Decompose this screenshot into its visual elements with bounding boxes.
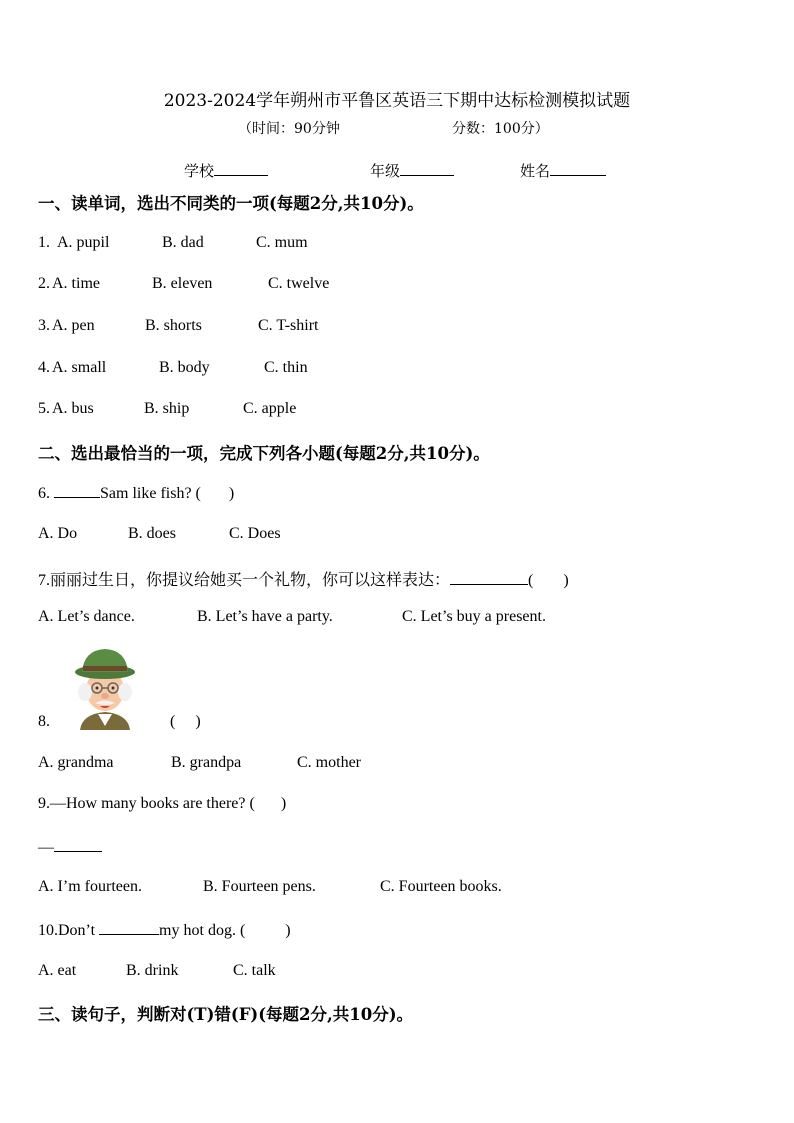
q7-close-paren: )	[563, 572, 569, 589]
question-7	[38, 567, 569, 590]
q9-option-b[interactable]: B. Fourteen pens.	[203, 878, 316, 895]
q6-blank[interactable]	[54, 483, 100, 498]
q2-number: 2.	[38, 275, 50, 292]
q9-text: 9.—How many books are there? (	[38, 795, 255, 812]
q5-option-a[interactable]: A. bus	[52, 400, 94, 417]
question-2	[38, 275, 738, 297]
q4-option-b[interactable]: B. body	[159, 359, 210, 376]
question-10	[38, 920, 291, 940]
q5-number: 5.	[38, 400, 50, 417]
q6-number: 6.	[38, 485, 50, 502]
section2-heading: 二、选出最恰当的一项，完成下列各小题(每题2分,共10分)。	[38, 444, 490, 463]
grade-blank[interactable]	[400, 161, 454, 176]
q8-open-paren: (	[170, 713, 176, 730]
question-9	[38, 795, 286, 813]
q10-option-b[interactable]: B. drink	[126, 962, 179, 979]
q10-option-a[interactable]: A. eat	[38, 962, 77, 979]
q4-number: 4.	[38, 359, 50, 376]
school-blank[interactable]	[214, 161, 268, 176]
q8-option-c[interactable]: C. mother	[297, 754, 361, 771]
q9-blank[interactable]	[54, 837, 102, 852]
q10-option-c[interactable]: C. talk	[233, 962, 276, 979]
q6-options	[38, 525, 738, 547]
q9-dash: —	[38, 839, 54, 856]
question-6	[38, 483, 234, 503]
q5-option-b[interactable]: B. ship	[144, 400, 190, 417]
q7-option-b[interactable]: B. Let’s have a party.	[197, 608, 333, 625]
q9-option-a[interactable]: A. I’m fourteen.	[38, 878, 142, 895]
q10-options	[38, 962, 738, 984]
q7-options	[38, 608, 738, 630]
q9-close-paren: )	[280, 795, 287, 812]
section1-heading: 一、读单词，选出不同类的一项(每题2分,共10分)。	[38, 194, 424, 213]
q10-text: my hot dog. (	[159, 922, 246, 939]
page-title: 2023-2024学年朔州市平鲁区英语三下期中达标检测模拟试题	[163, 91, 631, 111]
q8-option-a[interactable]: A. grandma	[38, 754, 114, 771]
q6-close-paren: )	[228, 485, 235, 502]
score-info: 分数：100分）	[452, 121, 549, 137]
grade-field[interactable]	[370, 160, 454, 181]
name-label: 姓名	[520, 162, 551, 180]
q10-close-paren: )	[285, 922, 291, 939]
question-3	[38, 317, 738, 339]
q7-open-paren: (	[528, 572, 534, 589]
name-field[interactable]	[520, 160, 606, 181]
q8-close-paren: )	[195, 713, 201, 730]
q7-option-a[interactable]: A. Let’s dance.	[38, 608, 135, 625]
q5-option-c[interactable]: C. apple	[243, 400, 297, 417]
q1-option-b[interactable]: B. dad	[162, 234, 204, 251]
q8-option-b[interactable]: B. grandpa	[171, 754, 242, 771]
q6-option-b[interactable]: B. does	[128, 525, 176, 542]
q3-number: 3.	[38, 317, 50, 334]
q8-number: 8.	[38, 713, 50, 730]
q10-blank[interactable]	[99, 920, 159, 935]
question-4	[38, 359, 738, 381]
q1-option-c[interactable]: C. mum	[256, 234, 308, 251]
q8-options	[38, 754, 738, 776]
q3-option-b[interactable]: B. shorts	[145, 317, 202, 334]
q6-option-c[interactable]: C. Does	[229, 525, 281, 542]
time-info: （时间：90分钟	[238, 121, 340, 137]
school-label: 学校	[184, 162, 215, 180]
q6-text: Sam like fish? (	[100, 485, 201, 502]
section3-heading: 三、读句子，判断对(T)错(F)(每题2分,共10分)。	[38, 1005, 414, 1024]
q6-option-a[interactable]: A. Do	[38, 525, 78, 542]
school-field[interactable]	[184, 160, 268, 181]
q3-option-a[interactable]: A. pen	[52, 317, 95, 334]
q7-blank[interactable]	[450, 570, 528, 585]
question-5	[38, 400, 738, 422]
q9-options	[38, 878, 738, 900]
q1-number: 1	[38, 234, 46, 251]
q2-option-a[interactable]: A. time	[52, 275, 100, 292]
q10-number: 10.Don’t	[38, 922, 96, 939]
name-blank[interactable]	[550, 161, 606, 176]
q3-option-c[interactable]: C. T-shirt	[258, 317, 319, 334]
q8-answer-parens[interactable]	[170, 713, 201, 731]
q4-option-c[interactable]: C. thin	[264, 359, 308, 376]
q9-reply	[38, 837, 102, 857]
q7-option-c[interactable]: C. Let’s buy a present.	[402, 608, 546, 625]
q2-option-c[interactable]: C. twelve	[268, 275, 330, 292]
q9-option-c[interactable]: C. Fourteen books.	[380, 878, 502, 895]
grade-label: 年级	[370, 162, 401, 180]
q1-option-a[interactable]: A. pupil	[57, 234, 110, 251]
q4-option-a[interactable]: A. small	[52, 359, 107, 376]
q7-text: 7.丽丽过生日，你提议给她买一个礼物，你可以这样表达：	[38, 572, 451, 589]
q2-option-b[interactable]: B. eleven	[152, 275, 213, 292]
question-1: 1 . A. pupil B. dad C. mum	[38, 234, 308, 251]
grandpa-image	[68, 646, 142, 730]
